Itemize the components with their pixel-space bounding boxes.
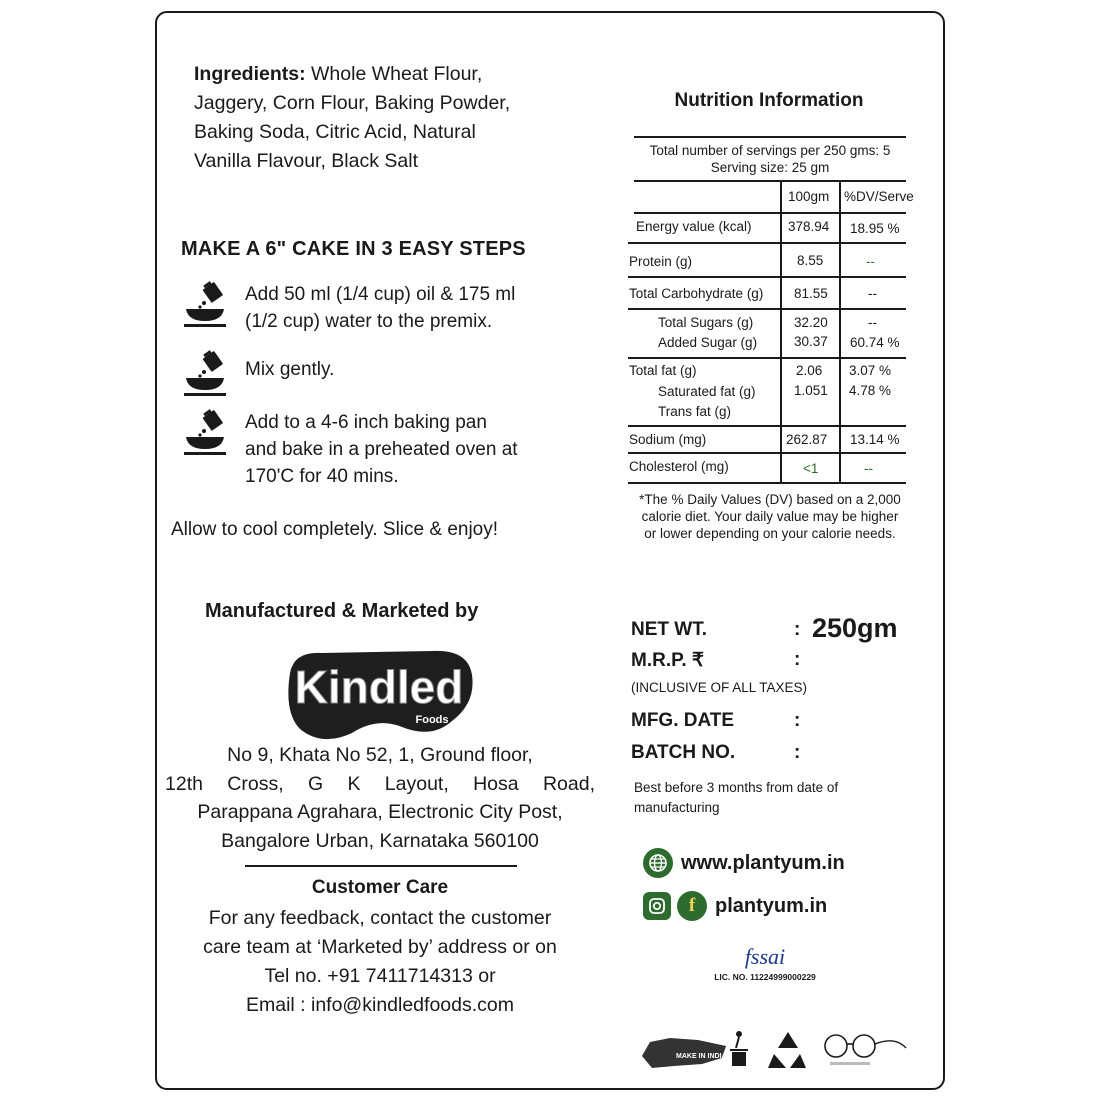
row-label: Added Sugar (g) [658,335,758,350]
logo-sub: Foods [415,714,449,726]
row-label: Sodium (mg) [629,432,707,447]
row-label: Protein (g) [629,254,693,269]
mfg-date-label: MFG. DATE [631,710,735,731]
manufacturer-title: Manufactured & Marketed by [205,600,479,622]
address-line: Parappana Agrahara, Electronic City Post, [197,801,563,823]
ingredients-label: Ingredients: [194,63,306,85]
swachh-bharat-icon [825,1035,906,1065]
col-header-dv: %DV/Serve [844,189,914,204]
row-label: Saturated fat (g) [658,384,756,399]
footer-icons [640,1028,910,1073]
step-text: Add to a 4-6 inch baking pan and bake in a preheated oven at 170'C for 40 mins. [245,412,518,487]
kindled-foods-logo [282,643,477,743]
step-text: Add 50 ml (1/4 cup) oil & 175 ml (1/2 cup) water to the premix. [245,284,516,332]
row-label: Total Carbohydrate (g) [629,286,764,301]
row-value: 30.37 [794,334,828,349]
dispose-bin-icon [730,1031,748,1066]
recycle-number: 7 [783,1050,789,1060]
ingredients-block [194,60,574,176]
mrp-label: M.R.P. ₹ [631,650,704,671]
row-label: Cholesterol (mg) [629,459,729,474]
col-header-100gm: 100gm [788,189,830,204]
row-dv: 13.14 % [850,432,900,447]
address-line: Bangalore Urban, Karnataka 560100 [221,829,539,852]
step-text: Mix gently. [245,359,335,380]
globe-icon [643,848,673,878]
fssai-logo: fssai [744,944,786,969]
divider [245,865,517,867]
row-value: 1.051 [794,383,828,398]
customer-care-title: Customer Care [311,877,449,898]
social-row[interactable] [643,890,827,922]
recycle-icon [768,1032,806,1068]
social-handle[interactable]: plantyum.in [715,894,828,917]
pour-bowl-icon [182,409,228,457]
row-value: 32.20 [794,315,828,330]
colon: : [794,742,801,763]
row-label: Total Sugars (g) [658,315,754,330]
ingredients-line: Whole Wheat Flour, [311,63,483,85]
ingredients-line: Jaggery, Corn Flour, Baking Powder, [194,92,511,114]
dv-footnote: *The % Daily Values (DV) based on a 2,000 calorie diet. Your daily value may be higher or lower depending on your calorie needs. [639,492,901,541]
net-wt-value: 250gm [812,613,898,643]
steps-title: MAKE A 6" CAKE IN 3 EASY STEPS [181,238,526,260]
customer-care-text: For any feedback, contact the customer care team at ‘Marketed by’ address or on Tel no. +91 7411714313 or Email : info@kindledfoods.com [203,907,557,1016]
nutrition-title: Nutrition Information [674,90,864,111]
row-dv: 3.07 % [849,363,892,378]
row-value: <1 [803,461,819,476]
row-value: 2.06 [796,363,823,378]
net-wt-label: NET WT. [631,619,707,640]
enjoy-text: Allow to cool completely. Slice & enjoy! [171,519,499,540]
row-dv: -- [866,254,875,269]
colon: : [794,710,801,731]
row-dv: 60.74 % [850,335,900,350]
row-label: Energy value (kcal) [636,219,752,234]
row-dv: -- [868,286,877,301]
inclusive-taxes: (INCLUSIVE OF ALL TAXES) [631,680,808,695]
fssai-license: LIC. NO. 11224999000229 [714,972,816,982]
colon: : [794,649,801,670]
batch-no-label: BATCH NO. [631,742,736,763]
ingredients-line: Baking Soda, Citric Acid, Natural [194,121,476,143]
row-value: 262.87 [786,432,828,447]
row-dv: 18.95 % [850,221,900,236]
facebook-icon[interactable]: f [677,891,707,921]
row-value: 81.55 [794,286,828,301]
row-value: 8.55 [797,253,824,268]
address-line: No 9, Khata No 52, 1, Ground floor, [227,744,533,766]
row-dv: -- [864,461,873,476]
row-value: 378.94 [788,219,830,234]
servings-info: Total number of servings per 250 gms: 5 Serving size: 25 gm [634,136,906,182]
colon: : [794,619,801,640]
pour-bowl-icon [182,281,228,329]
ingredients-line: Vanilla Flavour, Black Salt [194,150,418,172]
make-in-india-icon [642,1038,727,1068]
pour-bowl-icon [182,350,228,398]
row-dv: 4.78 % [849,383,892,398]
logo-text: Kindled [294,661,464,713]
row-dv: -- [868,315,877,330]
address-block [165,741,595,855]
row-label: Total fat (g) [629,363,697,378]
fssai-block [700,944,830,982]
address-line: 12th Cross, G K Layout, Hosa Road, [165,772,595,795]
instagram-icon[interactable] [643,892,671,920]
best-before: Best before 3 months from date of manufacturing [634,780,839,815]
website-link[interactable]: www.plantyum.in [681,851,845,874]
make-in-india-text: MAKE IN INDIA [676,1053,727,1060]
website-row[interactable] [643,847,845,879]
row-label: Trans fat (g) [658,404,732,419]
